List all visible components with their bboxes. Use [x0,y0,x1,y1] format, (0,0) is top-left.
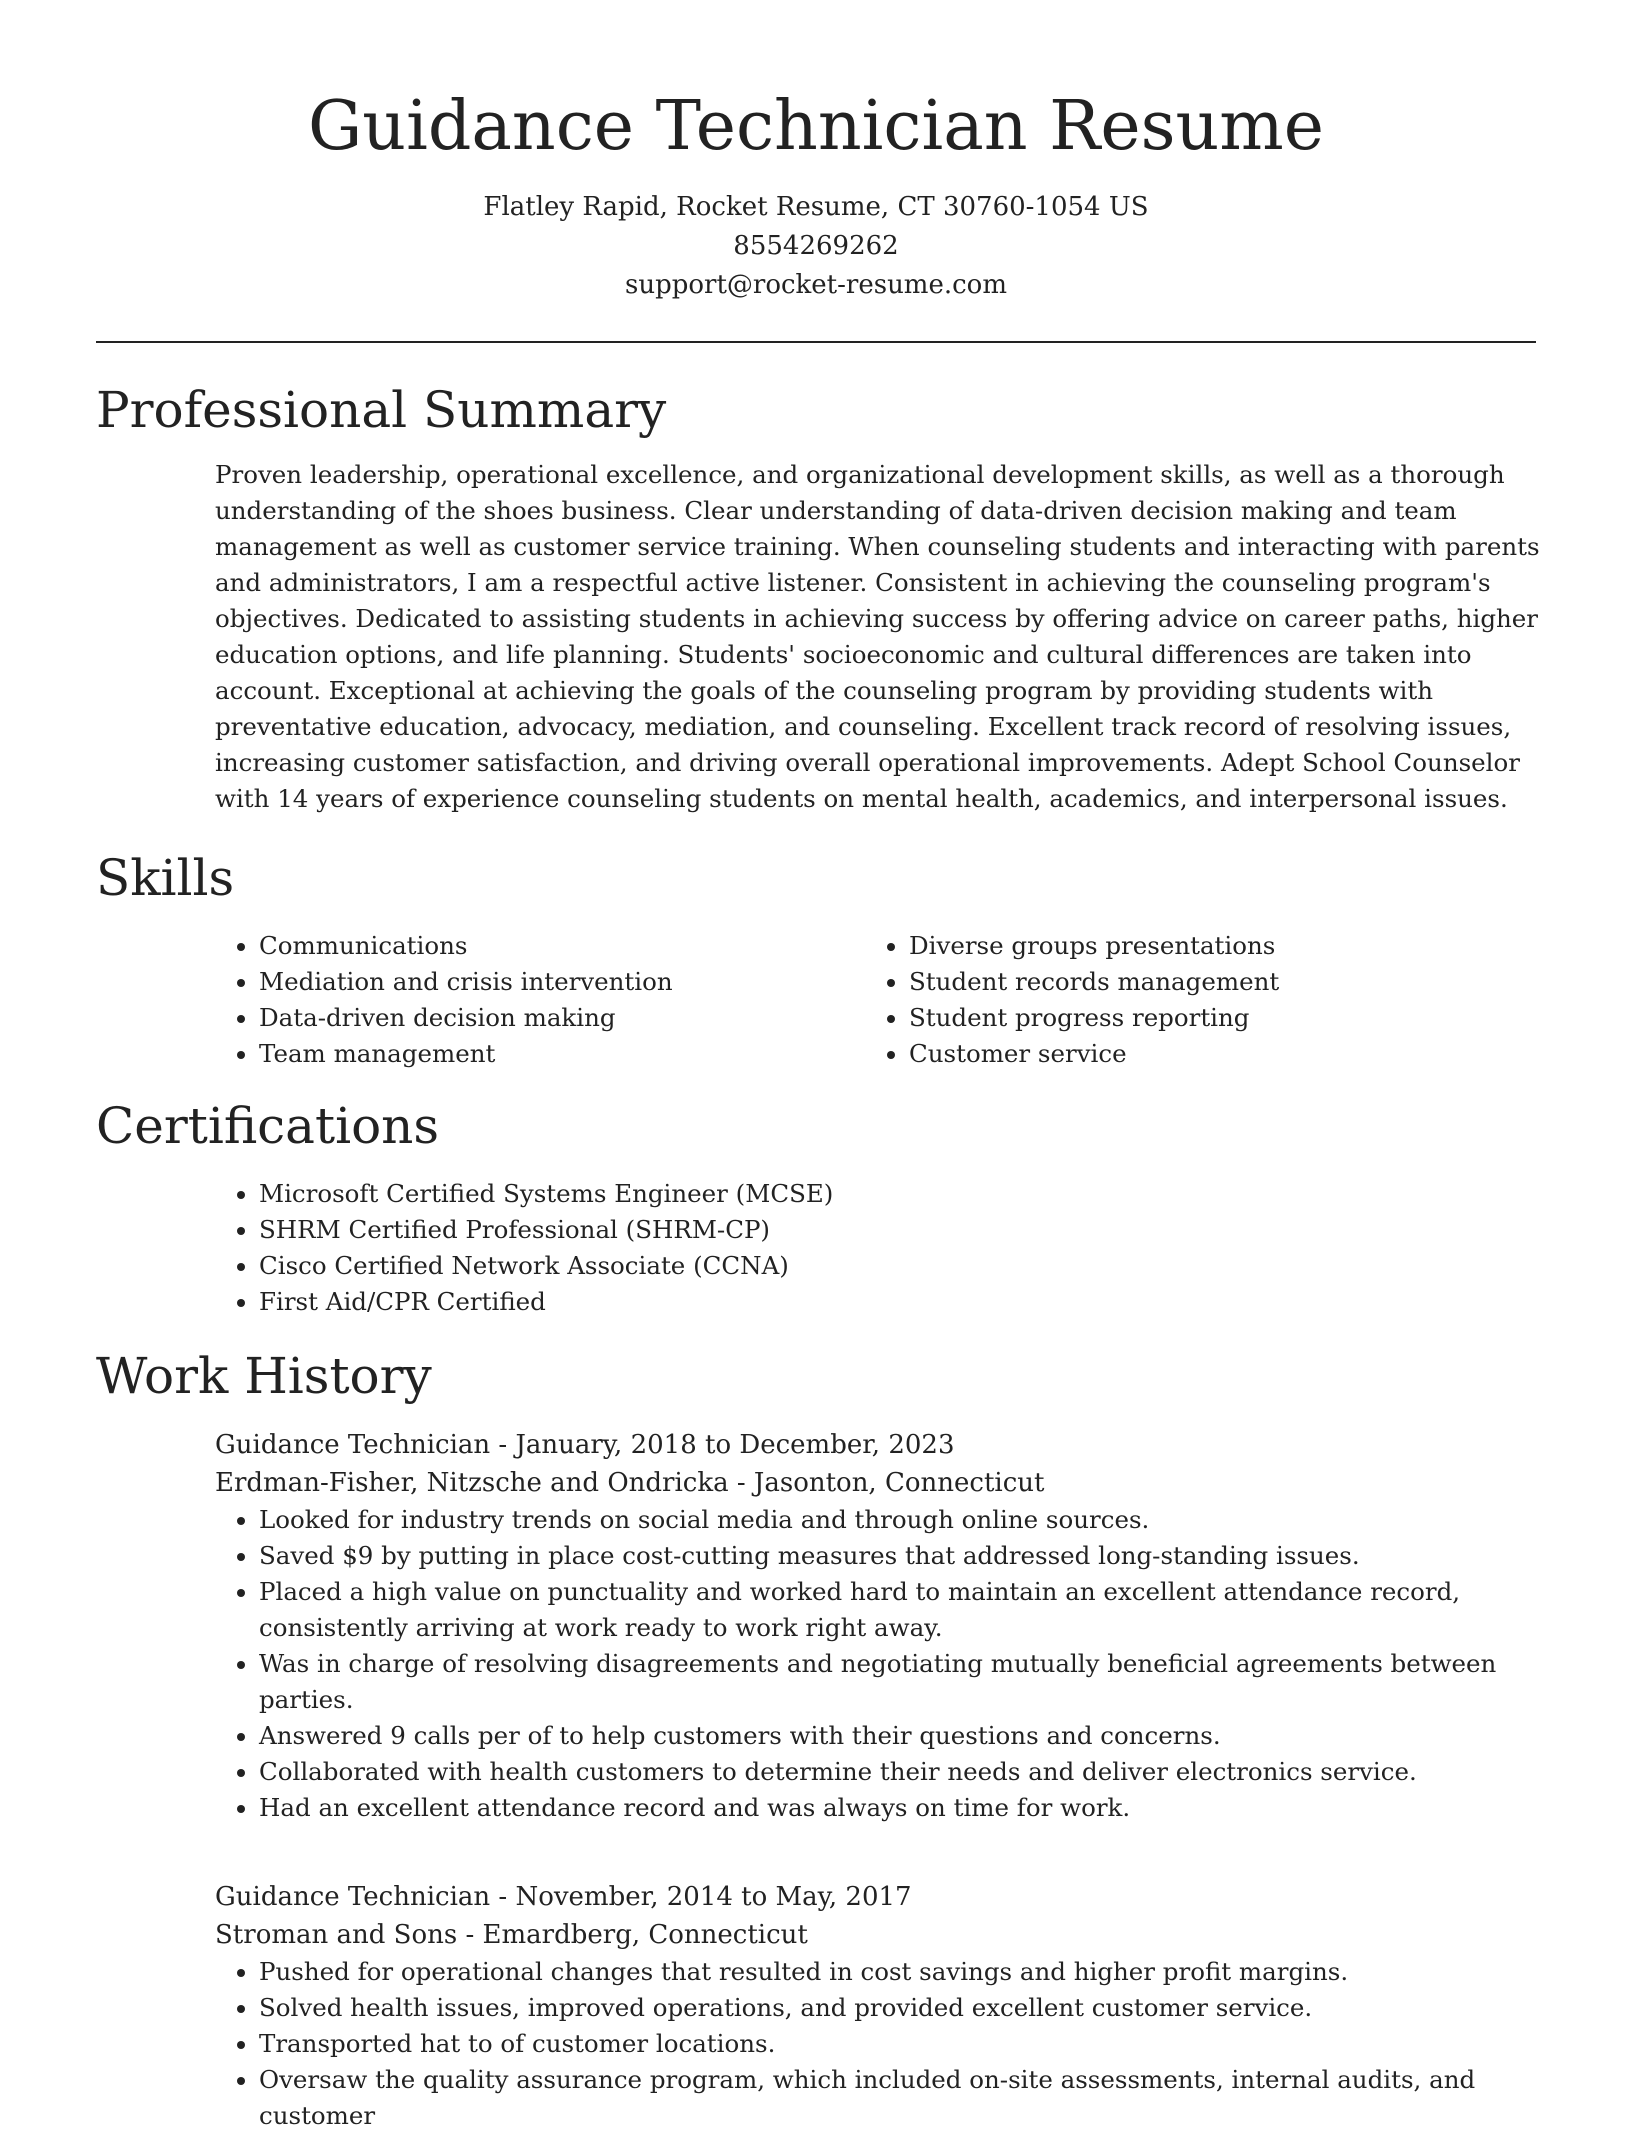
job-company-line [215,1916,1543,1954]
job-bullets [215,1502,1543,1826]
job-company: Stroman and Sons [215,1920,458,1950]
job-bullet: • Had an excellent attendance record and was always on time for work. [259,1790,1543,1826]
skill-item: • Communications [259,928,815,964]
certification-item: • SHRM Certified Professional (SHRM-CP) [259,1212,1543,1248]
certification-item: • Cisco Certified Network Associate (CCNA) [259,1248,1543,1284]
job-bullet: • Was in charge of resolving disagreements and negotiating mutually beneficial agreements between parties. [259,1646,1543,1718]
job-title-line [215,1878,1543,1916]
job-bullet: • Answered 9 calls per of to help customers with their questions and concerns. [259,1718,1543,1754]
job-bullet: • Collaborated with health customers to determine their needs and deliver electronics service. [259,1754,1543,1790]
summary-heading: Professional Summary [96,381,667,439]
summary-text: Proven leadership, operational excellence, and organizational development skills, as well as a thorough understanding of the shoes business. Clear understanding of data-driven decision making and team management as well as customer service training. When counseling students and interacting with parents and administrators, I am a respectful active listener. Consistent in achieving the counseling program's objectives. Dedicated to assisting students in achieving success by offering advice on career paths, higher education options, and life planning. Students' socioeconomic and cultural differences are taken into account. Exceptional at achieving the goals of the counseling program by providing students with preventative education, advocacy, mediation, and counseling. Excellent track record of resolving issues, increasing customer satisfaction, and driving overall operational improvements. Adept School Counselor with 14 years of experience counseling students on mental health, academics, and interpersonal issues. [215,460,1540,813]
skill-item: • Diverse groups presentations [909,928,1525,964]
job-bullet: • Placed a high value on punctuality and worked hard to maintain an excellent attendance record, consistently arriving at work ready to work right away. [259,1574,1543,1646]
address-line: Flatley Rapid, Rocket Resume, CT 30760-1054 US [483,192,1149,222]
skill-item: • Mediation and crisis intervention [259,964,815,1000]
job-company: Erdman-Fisher, Nitzsche and Ondricka [215,1468,729,1498]
skills-column-left [215,928,815,1072]
contact-info [0,188,1632,305]
skill-item: • Student progress reporting [909,1000,1525,1036]
job-bullet: • Pushed for operational changes that resulted in cost savings and higher profit margins. [259,1954,1543,1990]
work-history-heading: Work History [96,1347,432,1405]
job-title: Guidance Technician [215,1882,491,1912]
job-bullet: • Oversaw the quality assurance program, which included on-site assessments, internal audits, and customer [259,2062,1543,2134]
skills-column-right [865,928,1525,1072]
skills-heading: Skills [96,849,235,907]
skill-item: • Team management [259,1036,815,1072]
email-line: support@rocket-resume.com [624,270,1007,300]
job-bullet: • Solved health issues, improved operations, and provided excellent customer service. [259,1990,1543,2026]
job-dates: - November, 2014 to May, 2017 [490,1882,912,1912]
certifications-heading: Certifications [96,1097,440,1155]
skill-item: • Customer service [909,1036,1525,1072]
resume-header [0,0,1632,305]
job-bullet: • Looked for industry trends on social media and through online sources. [259,1502,1543,1538]
certification-item: • First Aid/CPR Certified [259,1284,1543,1320]
job-entry [215,1878,1543,2134]
skill-item: • Student records management [909,964,1525,1000]
job-dates: - January, 2018 to December, 2023 [490,1430,955,1460]
job-location: - Jasonton, Connecticut [728,1468,1045,1498]
job-bullets [215,1954,1543,2134]
skill-item: • Data-driven decision making [259,1000,815,1036]
certification-item: • Microsoft Certified Systems Engineer (MCSE) [259,1176,1543,1212]
job-entry [215,1426,1543,1826]
job-bullet: • Transported hat to of customer locations. [259,2026,1543,2062]
phone-line: 8554269262 [733,231,899,261]
job-title: Guidance Technician [215,1430,491,1460]
job-bullet: • Saved $9 by putting in place cost-cutting measures that addressed long-standing issues. [259,1538,1543,1574]
header-divider [96,341,1536,343]
job-location: - Emardberg, Connecticut [457,1920,808,1950]
certifications-list [215,1176,1543,1320]
resume-title: Guidance Technician Resume [307,87,1325,166]
job-title-line [215,1426,1543,1464]
job-company-line [215,1464,1543,1502]
